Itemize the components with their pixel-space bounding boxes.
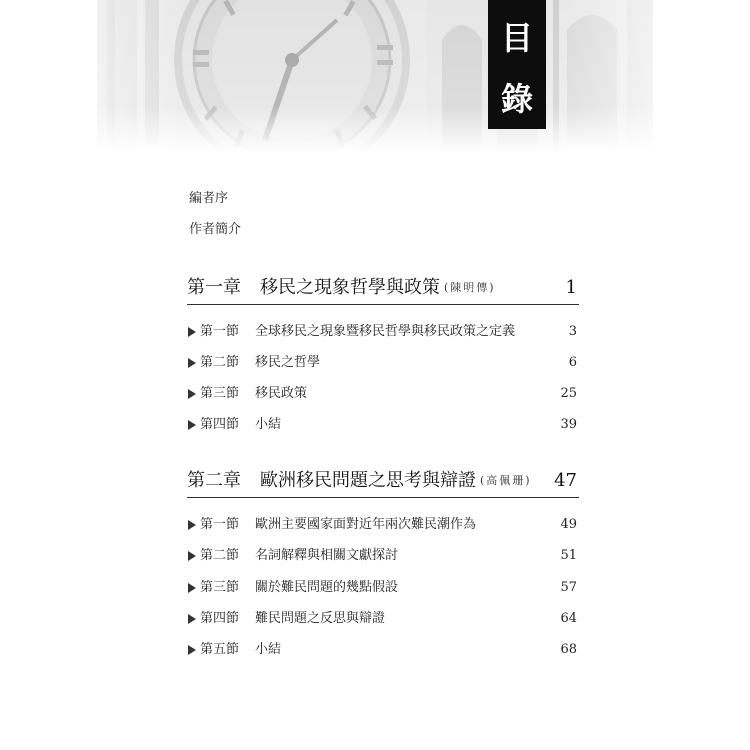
chapter-author: (高佩珊) xyxy=(480,474,532,487)
triangle-bullet-icon xyxy=(188,614,196,624)
section-page-number: 6 xyxy=(568,355,577,370)
triangle-bullet-icon xyxy=(188,551,196,561)
section-page-number: 57 xyxy=(560,580,577,595)
section-page-number: 49 xyxy=(560,517,577,532)
section-number: 第五節 xyxy=(200,642,240,657)
section-entry xyxy=(187,516,579,534)
section-entry xyxy=(187,610,579,628)
section-title: 移民政策 xyxy=(255,386,308,401)
chapter-title-text: 移民之現象哲學與政策 xyxy=(260,277,440,298)
clock-tower-photo xyxy=(97,0,653,152)
section-title: 難民問題之反思與辯證 xyxy=(255,611,386,626)
section-title: 小結 xyxy=(255,417,282,432)
front-matter-author-bios: 作者簡介 xyxy=(189,222,242,237)
section-page-number: 3 xyxy=(568,324,577,339)
chapter-author: (陳明傳) xyxy=(444,281,496,294)
triangle-bullet-icon xyxy=(188,420,196,430)
chapter-page-number: 47 xyxy=(554,470,577,491)
triangle-bullet-icon xyxy=(188,583,196,593)
section-entry xyxy=(187,641,579,659)
section-title: 移民之哲學 xyxy=(255,355,321,370)
section-entry xyxy=(187,323,579,341)
section-number: 第四節 xyxy=(200,417,240,432)
section-number: 第一節 xyxy=(200,324,240,339)
section-entry xyxy=(187,385,579,403)
chapter-divider xyxy=(187,304,579,305)
triangle-bullet-icon xyxy=(188,520,196,530)
section-entry xyxy=(187,354,579,372)
toc-title-block xyxy=(488,0,546,129)
section-page-number: 68 xyxy=(560,642,577,657)
chapter-title-text: 歐洲移民問題之思考與辯證 xyxy=(260,470,476,491)
section-title: 關於難民問題的幾點假設 xyxy=(255,580,399,595)
section-number: 第二節 xyxy=(200,548,240,563)
triangle-bullet-icon xyxy=(188,645,196,655)
chapter-heading-2 xyxy=(187,469,579,493)
section-number: 第一節 xyxy=(200,517,240,532)
section-title: 全球移民之現象暨移民哲學與移民政策之定義 xyxy=(255,324,516,339)
triangle-bullet-icon xyxy=(188,358,196,368)
header-banner-image xyxy=(97,0,653,152)
section-title: 名詞解釋與相關文獻探討 xyxy=(255,548,399,563)
chapter-heading-1 xyxy=(187,276,579,300)
section-page-number: 64 xyxy=(560,611,577,626)
section-number: 第四節 xyxy=(200,611,240,626)
chapter-number: 第二章 xyxy=(187,470,241,491)
triangle-bullet-icon xyxy=(188,389,196,399)
section-number: 第三節 xyxy=(200,386,240,401)
page-title-char-2: 錄 xyxy=(500,80,533,118)
chapter-page-number: 1 xyxy=(565,277,577,298)
section-number: 第二節 xyxy=(200,355,240,370)
chapter-number: 第一章 xyxy=(187,277,241,298)
section-title: 小結 xyxy=(255,642,282,657)
front-matter-preface: 編者序 xyxy=(189,191,229,206)
section-page-number: 39 xyxy=(560,417,577,432)
chapter-title xyxy=(260,469,532,493)
chapter-divider xyxy=(187,497,579,498)
section-entry xyxy=(187,579,579,597)
section-page-number: 51 xyxy=(560,548,577,563)
section-number: 第三節 xyxy=(200,580,240,595)
chapter-title xyxy=(260,276,496,300)
section-entry xyxy=(187,547,579,565)
section-page-number: 25 xyxy=(560,386,577,401)
triangle-bullet-icon xyxy=(188,327,196,337)
section-entry xyxy=(187,416,579,434)
page-title-char-1: 目 xyxy=(500,19,533,57)
section-title: 歐洲主要國家面對近年兩次難民潮作為 xyxy=(255,517,477,532)
